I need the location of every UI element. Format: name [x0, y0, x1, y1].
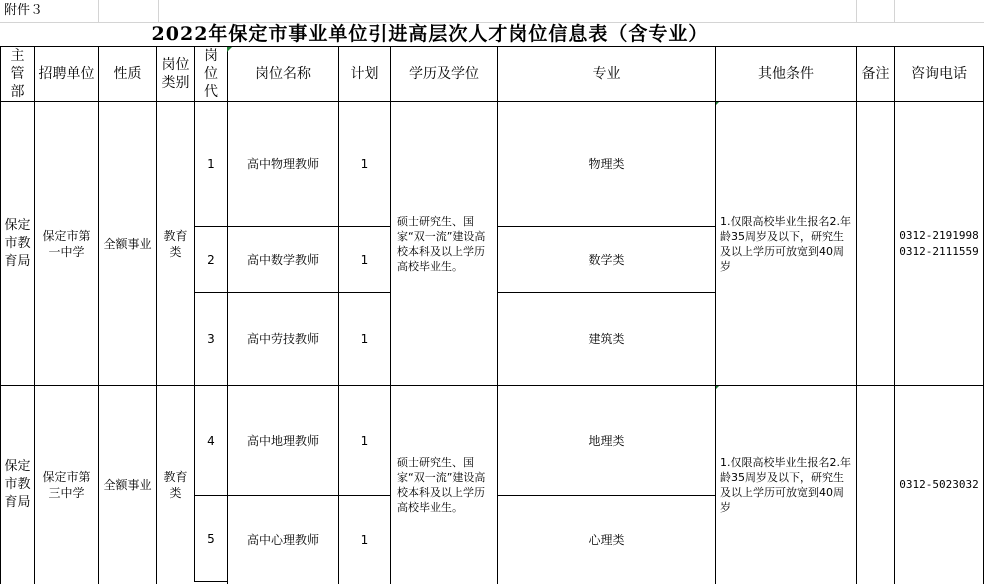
header-nature: 性质 [98, 46, 156, 101]
row3-major: 建筑类 [497, 292, 715, 385]
header-unit: 招聘单位 [34, 46, 98, 101]
group2-dept: 保定市教育局 [0, 385, 34, 584]
header-dept: 主管部 [0, 46, 34, 101]
group1-phone-1: 0312-2191998 [899, 228, 979, 242]
header-code: 岗位代 [194, 46, 227, 101]
gridline [894, 0, 895, 22]
group1-education: 硕士研究生、国家“双一流”建设高校本科及以上学历高校毕业生。 [390, 101, 497, 385]
header-post: 岗位名称 [227, 46, 338, 101]
row4-plan: 1 [338, 385, 390, 495]
annex-label: 附件３ [4, 3, 44, 18]
page-title: 2022年保定市事业单位引进高层次人才岗位信息表（含专业） [151, 23, 709, 45]
group1-dept: 保定市教育局 [0, 101, 34, 385]
row2-major: 数学类 [497, 226, 715, 292]
row4-code: 4 [194, 385, 227, 495]
group2-nature: 全额事业 [98, 385, 156, 584]
header-plan: 计划 [338, 46, 390, 101]
row3-post: 高中劳技教师 [227, 292, 338, 385]
row1-major: 物理类 [497, 101, 715, 226]
group2-category: 教育类 [156, 385, 194, 584]
row1-plan: 1 [338, 101, 390, 226]
group1-conditions: 1.仅限高校毕业生报名2.年龄35周岁及以下，研究生及以上学历可放宽到40周岁 [715, 101, 856, 385]
group2-unit: 保定市第三中学 [34, 385, 98, 584]
row5-code: 5 [194, 495, 227, 582]
group1-unit: 保定市第一中学 [34, 101, 98, 385]
header-major: 专业 [497, 46, 715, 101]
group2-education: 硕士研究生、国家“双一流”建设高校本科及以上学历高校毕业生。 [390, 385, 497, 584]
group1-phone-2: 0312-2111559 [899, 244, 979, 258]
gridline [98, 0, 99, 22]
header-conditions: 其他条件 [715, 46, 856, 101]
gridline [856, 0, 857, 22]
header-remark: 备注 [856, 46, 894, 101]
header-category: 岗位类别 [156, 46, 194, 101]
row3-plan: 1 [338, 292, 390, 385]
row4-post: 高中地理教师 [227, 385, 338, 495]
row2-post: 高中数学教师 [227, 226, 338, 292]
row3-code: 3 [194, 292, 227, 385]
row1-code: 1 [194, 101, 227, 226]
group1-category: 教育类 [156, 101, 194, 385]
row5-plan: 1 [338, 495, 390, 584]
group2-conditions: 1.仅限高校毕业生报名2.年龄35周岁及以下，研究生及以上学历可放宽到40周岁 [715, 385, 856, 584]
row2-code: 2 [194, 226, 227, 292]
row5-major: 心理类 [497, 495, 715, 584]
row5-post: 高中心理教师 [227, 495, 338, 584]
row1-post: 高中物理教师 [227, 101, 338, 226]
group1-nature: 全额事业 [98, 101, 156, 385]
group1-remark [856, 101, 894, 385]
row4-major: 地理类 [497, 385, 715, 495]
comment-marker [227, 47, 232, 52]
header-phone: 咨询电话 [894, 46, 984, 101]
group1-phone [894, 101, 984, 385]
group2-phone-1: 0312-5023032 [899, 478, 979, 491]
group2-phone [894, 385, 984, 584]
row2-plan: 1 [338, 226, 390, 292]
header-education: 学历及学位 [390, 46, 497, 101]
group2-remark [856, 385, 894, 584]
gridline [158, 0, 159, 22]
